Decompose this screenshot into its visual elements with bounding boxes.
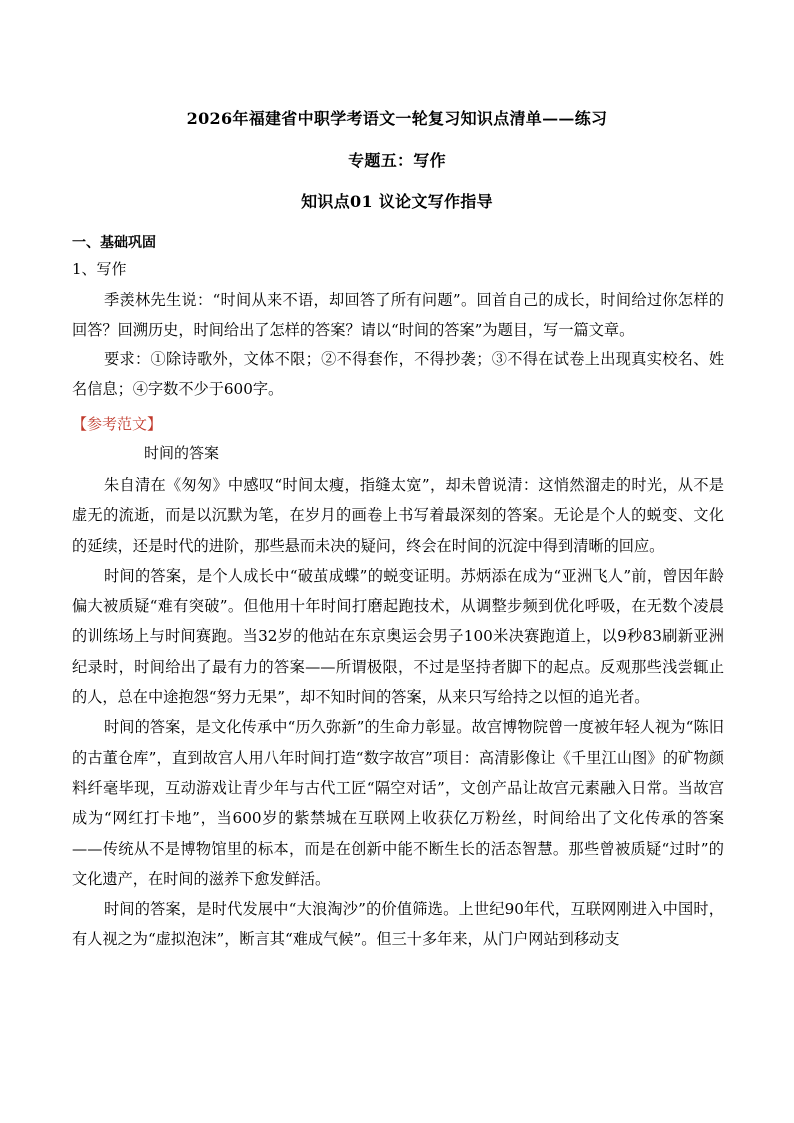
section-heading: 一、基础巩固 (72, 235, 156, 251)
essay-paragraph: 时间的答案，是个人成长中“破茧成蝶”的蜕变证明。苏炳添在成为“亚洲飞人”前，曾因年龄偏大被质疑“难有突破”。但他用十年时间打磨起跑技术，从调整步频到优化呼吸，在无数个凌晨的训练场上与时间赛跑。当32岁的他站在东京奥运会男子100米决赛跑道上，以9秒83刷新亚洲纪录时，时间给出了最有力的答案——所谓极限，不过是坚持者脚下的起点。反观那些浅尝辄止的人，总在中途抱怨“努力无果”，却不知时间的答案，从来只写给持之以恒的追光者。 (72, 566, 724, 707)
essay-body (72, 470, 724, 955)
knowledge-point-title: 知识点01 议论文写作指导 (301, 192, 493, 211)
essay-paragraph: 朱自清在《匆匆》中感叹“时间太瘦，指缝太宽”，却未曾说清：这悄然溜走的时光，从不是虚无的流逝，而是以沉默为笔，在岁月的画卷上书写着最深刻的答案。无论是个人的蜕变、文化的延续，还是时代的进阶，那些悬而未决的疑问，终会在时间的沉淀中得到清晰的回应。 (72, 476, 724, 555)
reference-essay-label: 【参考范文】 (72, 415, 163, 433)
writing-prompt: 季羡林先生说：“时间从来不语，却回答了所有问题”。回首自己的成长，时间给过你怎样的回答？回溯历史，时间给出了怎样的答案？请以“时间的答案”为题目，写一篇文章。 (72, 291, 724, 339)
question-label: 1、写作 (72, 260, 127, 278)
essay-title: 时间的答案 (144, 444, 220, 462)
essay-paragraph: 时间的答案，是文化传承中“历久弥新”的生命力彰显。故宫博物院曾一度被年轻人视为“陈旧的古董仓库”，直到故宫人用八年时间打造“数字故宫”项目：高清影像让《千里江山图》的矿物颜料纤毫毕现，互动游戏让青少年与古代工匠“隔空对话”，文创产品让故宫元素融入日常。当故宫成为“网红打卡地”，当600岁的紫禁城在互联网上收获亿万粉丝，时间给出了文化传承的答案——传统从不是博物馆里的标本，而是在创新中能不断生长的活态智慧。那些曾被质疑“过时”的文化遗产，在时间的滋养下愈发鲜活。 (72, 718, 724, 888)
essay-paragraph: 时间的答案，是时代发展中“大浪淘沙”的价值筛选。上世纪90年代，互联网刚进入中国时，有人视之为“虚拟泡沫”，断言其“难成气候”。但三十多年来，从门户网站到移动支 (72, 900, 724, 949)
writing-requirements: 要求：①除诗歌外，文体不限；②不得套作，不得抄袭；③不得在试卷上出现真实校名、姓名信息；④字数不少于600字。 (72, 350, 724, 398)
topic-title: 专题五：写作 (348, 151, 446, 170)
document-title: 2026年福建省中职学考语文一轮复习知识点清单——练习 (186, 109, 608, 128)
